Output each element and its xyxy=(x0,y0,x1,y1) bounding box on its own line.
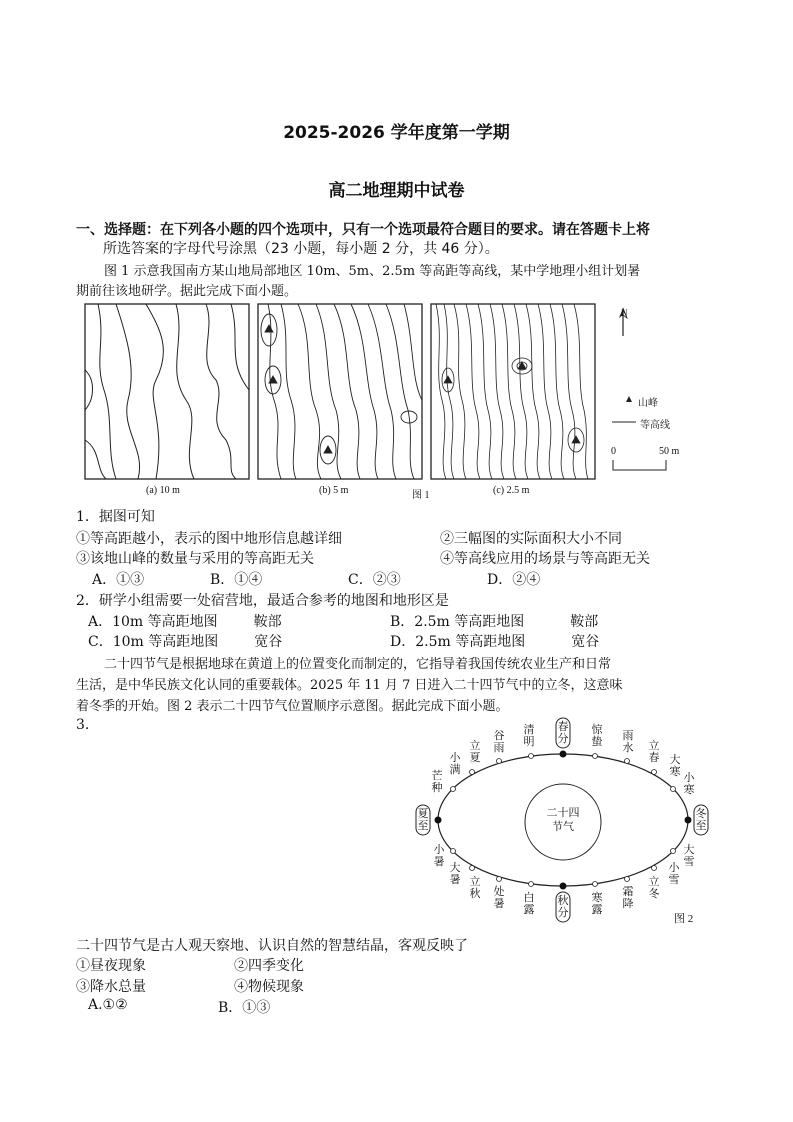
term-hanlu: 寒露 xyxy=(591,891,603,916)
term-spring-equinox: 春分 xyxy=(557,720,569,745)
figure-1 xyxy=(76,300,706,500)
scale-value-label: 50 m xyxy=(659,446,680,457)
q1-statement-1: ①等高距越小，表示的图中地形信息越详细 xyxy=(76,531,342,547)
contour-panel-c xyxy=(431,304,595,479)
term-qingming: 清明 xyxy=(523,723,535,748)
q3-option-a[interactable]: A.①② xyxy=(88,997,128,1013)
term-winter-solstice: 冬至 xyxy=(695,807,707,832)
term-lixia: 立夏 xyxy=(469,739,481,764)
q2-option-b-terrain: 鞍部 xyxy=(570,614,599,630)
q2-option-a-terrain: 鞍部 xyxy=(253,614,282,630)
contour-maps xyxy=(76,300,706,500)
panel-b-caption: (b) 5 m xyxy=(319,485,349,496)
q1-option-d[interactable]: D．②④ xyxy=(487,572,541,588)
term-xiaoxue: 小雪 xyxy=(668,861,680,886)
q1-statement-2: ②三幅图的实际面积大小不同 xyxy=(440,531,622,547)
q2-option-b[interactable] xyxy=(390,611,598,631)
q2-option-b-map: B．2.5m 等高距地图 xyxy=(390,614,525,630)
term-bailu: 白露 xyxy=(523,891,535,916)
passage2-line3: 着冬季的开始。图 2 表示二十四节气位置顺序示意图。据此完成下面小题。 xyxy=(76,699,509,714)
passage2-line1: 二十四节气是根据地球在黄道上的位置变化而制定的，它指导着我国传统农业生产和日常 xyxy=(104,657,612,672)
year-term-title: 2025-2026 学年度第一学期 xyxy=(283,123,510,143)
section-heading-line1: 一、选择题：在下列各小题的四个选项中，只有一个选项最符合题目的要求。请在答题卡上将 xyxy=(76,222,650,238)
q1-stem: 1．据图可知 xyxy=(76,509,155,525)
q2-option-c[interactable] xyxy=(88,631,282,651)
passage1-line2: 期前往该地研学。据此完成下面小题。 xyxy=(76,284,298,299)
figure1-label: 图 1 xyxy=(412,490,430,501)
q3-statement-4: ④物候现象 xyxy=(234,979,304,995)
figure1-legend xyxy=(612,308,666,470)
term-xiaoman: 小满 xyxy=(449,751,461,776)
q1-statement-4: ④等高线应用的场景与等高距无关 xyxy=(440,551,650,567)
center-label-line1: 二十四 xyxy=(546,806,580,819)
section-heading-line2: 所选答案的字母代号涂黑（23 小题，每小题 2 分，共 46 分）。 xyxy=(103,241,499,257)
term-daxue: 大雪 xyxy=(683,843,695,868)
legend-peak-label: 山峰 xyxy=(638,398,658,409)
q2-option-a[interactable] xyxy=(88,611,282,631)
passage2-line2: 生活，是中华民族文化认同的重要载体。2025 年 11 月 7 日进入二十四节气中的立冬，这意味 xyxy=(76,678,623,693)
q3-option-b[interactable]: B．①③ xyxy=(218,1000,271,1016)
term-guyu: 谷雨 xyxy=(493,729,505,754)
term-summer-solstice: 夏至 xyxy=(417,807,429,832)
q2-option-d-terrain: 宽谷 xyxy=(571,634,600,650)
q3-number: 3. xyxy=(76,717,90,733)
north-label: N xyxy=(621,308,628,318)
q2-option-d[interactable] xyxy=(390,631,599,651)
term-liqiu: 立秋 xyxy=(469,875,481,900)
q2-option-a-map: A．10m 等高距地图 xyxy=(88,614,218,630)
term-lidong: 立冬 xyxy=(648,875,660,900)
contour-panel-b xyxy=(258,304,422,479)
term-dahan: 大寒 xyxy=(669,753,681,778)
figure-2 xyxy=(410,716,710,932)
peak-symbol-icon xyxy=(626,396,632,402)
figure2-label: 图 2 xyxy=(674,913,694,925)
q1-option-a[interactable]: A．①③ xyxy=(92,572,145,588)
legend-contour-label: 等高线 xyxy=(640,420,670,431)
q3-statement-1: ①昼夜现象 xyxy=(76,958,146,974)
exam-title: 高二地理期中试卷 xyxy=(328,181,465,201)
panel-a-caption: (a) 10 m xyxy=(146,485,180,496)
q1-statement-3: ③该地山峰的数量与采用的等高距无关 xyxy=(76,551,314,567)
diagram-center-label xyxy=(526,806,600,834)
q2-stem: 2．研学小组需要一处宿营地，最适合参考的地图和地形区是 xyxy=(76,593,449,609)
term-xiaohan: 小寒 xyxy=(683,771,695,796)
term-xiaoshu: 小暑 xyxy=(433,843,445,868)
q2-option-c-map: C．10m 等高距地图 xyxy=(88,634,219,650)
scale-bar xyxy=(613,460,666,470)
contour-panel-a xyxy=(85,304,249,479)
q1-option-b[interactable]: B．①④ xyxy=(210,572,263,588)
q2-option-c-terrain: 宽谷 xyxy=(254,634,283,650)
q3-stem: 二十四节气是古人观天察地、认识自然的智慧结晶，客观反映了 xyxy=(76,938,468,954)
q2-option-d-map: D．2.5m 等高距地图 xyxy=(390,634,526,650)
passage1-line1: 图 1 示意我国南方某山地局部地区 10m、5m、2.5m 等高距等高线，某中学地理小组计划暑 xyxy=(104,264,641,279)
scale-zero-label: 0 xyxy=(611,446,616,457)
term-mangzhong: 芒种 xyxy=(431,769,443,794)
term-shuangjiang: 霜降 xyxy=(622,885,634,910)
term-dashu: 大暑 xyxy=(449,861,461,886)
term-jingzhe: 惊蛰 xyxy=(591,723,603,748)
term-lichun: 立春 xyxy=(648,739,660,764)
center-label-line2: 节气 xyxy=(552,820,574,833)
term-yushui: 雨水 xyxy=(622,729,634,754)
term-autumn-equinox: 秋分 xyxy=(557,894,569,919)
q3-statement-2: ②四季变化 xyxy=(234,958,304,974)
term-chushu: 处暑 xyxy=(493,885,505,910)
panel-c-caption: (c) 2.5 m xyxy=(493,485,530,496)
q1-option-c[interactable]: C．②③ xyxy=(348,572,401,588)
q3-statement-3: ③降水总量 xyxy=(76,979,146,995)
